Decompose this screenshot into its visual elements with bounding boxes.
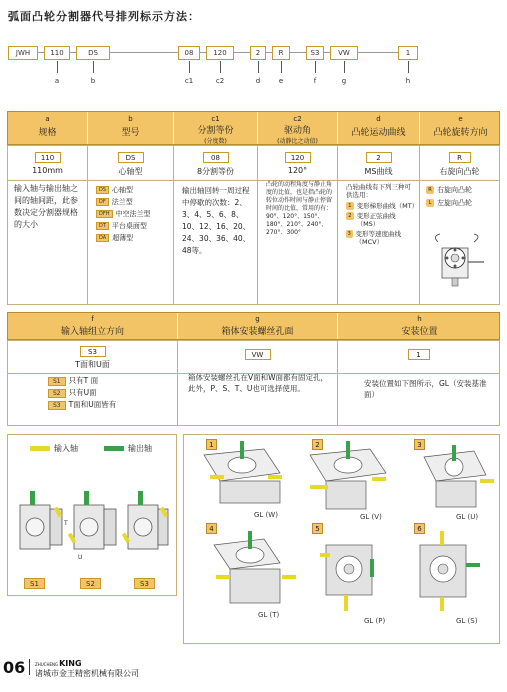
- input-dir-drawing: [12, 485, 172, 575]
- type-item: DS 心轴型: [96, 185, 173, 195]
- code-box-series: JWH: [8, 46, 38, 60]
- type-item: DA 超薄型: [96, 233, 173, 243]
- input-shaft-swatch: [30, 446, 50, 451]
- type-list: [88, 177, 173, 243]
- code-dash: [290, 52, 306, 53]
- page-number: 06: [3, 658, 26, 677]
- col-mount-face: [178, 341, 338, 425]
- header-drive-angle: c2 驱动角 (动静比之动值): [258, 112, 338, 144]
- code-letter: c2: [215, 77, 225, 85]
- value-spec: 110mm: [32, 166, 63, 175]
- header-spec: a 规格: [8, 112, 88, 144]
- value-type: 心轴型: [118, 167, 143, 176]
- code-box-stops: 08: [178, 46, 200, 60]
- position-drawings: [184, 435, 501, 645]
- code-dash: [110, 52, 178, 53]
- position-3-drawing: [424, 445, 494, 507]
- header-cam-curve: d 凸轮运动曲线: [338, 112, 420, 144]
- header-cam-rotation: e 凸轮旋转方向: [433, 115, 488, 138]
- badge-curve: 2: [366, 152, 392, 163]
- position-5-tag: 5: [312, 523, 323, 534]
- value-input-dir: T面和U面: [75, 360, 110, 369]
- rotation-item: L 左旋向凸轮: [426, 198, 497, 208]
- spec-table-body: [7, 145, 500, 305]
- gearbox-s3: [122, 491, 168, 549]
- code-box-mount-face: VW: [330, 46, 358, 60]
- code-box-input-dir: S3: [306, 46, 324, 60]
- col-input-dir: [8, 341, 178, 425]
- position-1-tag: 1: [206, 439, 217, 450]
- code-box-type: DS: [76, 46, 110, 60]
- code-letter: b: [90, 77, 96, 85]
- position-4-drawing: [214, 531, 296, 603]
- position-illustration: [183, 434, 500, 644]
- badge-angle: 120: [285, 152, 311, 163]
- position-3-gl: GL (U): [456, 513, 479, 521]
- curve-intro: 凸轮曲线有下列三种可供选用：: [346, 183, 411, 199]
- header-input-dir: f 输入轴组立方向: [8, 313, 178, 339]
- input-dir-options: [8, 370, 177, 410]
- input-dir-option: S2 只有U面: [48, 388, 177, 398]
- assembly-table-header: [7, 312, 500, 340]
- rotation-item: R 右旋向凸轮: [426, 185, 497, 195]
- col-type: [88, 146, 174, 304]
- badge-type: DS: [118, 152, 144, 163]
- input-dir-option: S3 T面和U面皆有: [48, 400, 177, 410]
- type-item: DF 法兰型: [96, 197, 173, 207]
- value-rotation: 右旋向凸轮: [439, 167, 480, 176]
- header-mount-face: g 箱体安装螺丝孔面: [178, 313, 338, 339]
- badge-spec: 110: [35, 152, 61, 163]
- input-dir-option: S1 只有T 面: [48, 376, 177, 386]
- col-cam-rotation: [420, 146, 499, 304]
- s1-label: S1: [24, 578, 48, 589]
- desc-angle: 凸轮的动程角度与静止角度的比值，也是指凸轮的转位动作时间与静止停留时间的比值，常用的有：90°、120°、150°、180°、210°、240°、270°、300°: [266, 181, 333, 236]
- rotation-list: [420, 177, 499, 208]
- legend-output: 输出轴: [104, 443, 152, 454]
- s3-label: S3: [134, 578, 158, 589]
- svg-text:T: T: [64, 520, 68, 527]
- badge-input-dir: S3: [80, 346, 106, 357]
- cam-rotation-icon: [430, 232, 490, 288]
- badge-position: 1: [408, 349, 430, 360]
- position-1-gl: GL (W): [254, 511, 278, 519]
- svg-text:U: U: [78, 554, 83, 561]
- position-4-tag: 4: [206, 523, 217, 534]
- code-letter: a: [54, 77, 60, 85]
- badge-mount-face: VW: [245, 349, 271, 360]
- company-name: 诸城市金王精密机械有限公司: [35, 669, 139, 678]
- input-dir-illustration: [7, 434, 177, 596]
- position-2-gl: GL (V): [360, 513, 382, 521]
- curve-item: 2 变形正弦曲线（MS）: [346, 212, 415, 228]
- col-cam-curve: [338, 146, 420, 304]
- position-1-drawing: [204, 441, 282, 503]
- type-item: DT 平台桌面型: [96, 221, 173, 231]
- value-angle: 120°: [287, 166, 308, 175]
- code-letter: f: [313, 77, 317, 85]
- code-letter: d: [255, 77, 261, 85]
- brand-logo: ZHUCHENGKING: [35, 659, 82, 668]
- position-2-drawing: [310, 441, 386, 509]
- curve-item: 3 变形等速度曲线（MCV）: [347, 230, 402, 246]
- spec-table-header: [7, 111, 500, 145]
- code-dash: [358, 52, 398, 53]
- position-5-gl: GL (P): [364, 617, 386, 625]
- code-letter: g: [341, 77, 347, 85]
- assembly-table-body: [7, 340, 500, 426]
- header-type: b 型号: [88, 112, 174, 144]
- header-stops: c1 分割等份 (分度数): [174, 112, 258, 144]
- col-stops: [174, 146, 258, 304]
- col-drive-angle: [258, 146, 338, 304]
- footer-divider: [29, 659, 30, 675]
- legend-input: 输入轴: [30, 443, 78, 454]
- value-curve: MS曲线: [364, 167, 393, 176]
- s2-label: S2: [80, 578, 104, 589]
- code-letter: e: [278, 77, 284, 85]
- code-letter: h: [405, 77, 411, 85]
- badge-stops: 08: [203, 152, 229, 163]
- code-box-size: 110: [44, 46, 70, 60]
- curve-item: 1 变形梯形曲线（MT）: [346, 202, 415, 210]
- value-stops: 8分割等份: [196, 167, 235, 176]
- col-spec: [8, 146, 88, 304]
- position-5-drawing: [320, 545, 374, 611]
- desc-position: 安装位置如下图所示，GL（安装基准面）: [364, 379, 487, 399]
- type-item: DFH 中空法兰型: [96, 209, 173, 219]
- code-box-position: 1: [398, 46, 418, 60]
- gearbox-s2: [68, 491, 116, 561]
- desc-spec: 输入轴与输出轴之间的轴间距，此参数决定分割器规格的大小: [14, 184, 78, 229]
- code-box-curve: 2: [250, 46, 266, 60]
- code-box-rotation: R: [272, 46, 290, 60]
- position-3-tag: 3: [414, 439, 425, 450]
- desc-stops: 输出轴回转一周过程中停歇的次数：2、3、4、5、6、8、10、12、16、20、24、30、36、40、48等。: [182, 186, 251, 255]
- gearbox-s1: [20, 491, 68, 549]
- col-position: [338, 341, 499, 425]
- position-6-gl: GL (S): [456, 617, 478, 625]
- page-title: 弧面凸轮分割器代号排列标示方法：: [8, 10, 200, 23]
- header-position: h 安装位置: [401, 315, 438, 337]
- position-4-gl: GL (T): [258, 611, 280, 619]
- position-6-drawing: [420, 531, 480, 611]
- output-shaft-swatch: [104, 446, 124, 451]
- badge-rotation: R: [449, 152, 471, 163]
- position-6-tag: 6: [414, 523, 425, 534]
- code-dash: [234, 52, 250, 53]
- position-2-tag: 2: [312, 439, 323, 450]
- code-box-angle: 120: [206, 46, 234, 60]
- curve-list: [338, 199, 419, 246]
- code-letter: c1: [184, 77, 194, 85]
- desc-mount-face: 箱体安装螺丝孔在V面和W面都有固定孔，此外，P、S、T、U也可选择使用。: [188, 373, 329, 393]
